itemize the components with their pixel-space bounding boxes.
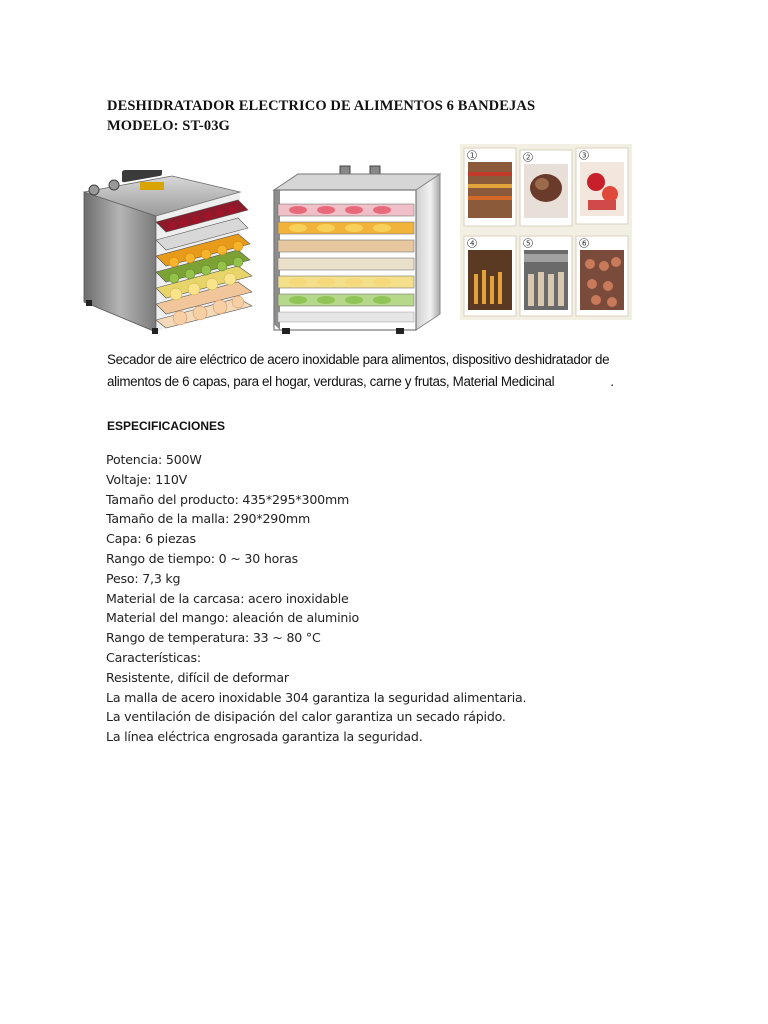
usage-collage-photo [460,144,632,320]
step-label-3: 3 [582,151,587,160]
description-trailing: . [610,374,614,389]
dehydrator-with-fruit-trays-icon [80,170,258,334]
step-label-1: 1 [470,151,475,160]
title-line-2: MODELO: ST-03G [107,118,230,134]
title-line-1: DESHIDRATADOR ELECTRICO DE ALIMENTOS 6 BANDEJAS [107,98,536,114]
feature-ventilation: La ventilación de disipación del calor garantiza un secado rápido. [106,709,506,725]
spec-layers: Capa: 6 piezas [106,531,196,547]
spec-temperature-range: Rango de temperatura: 33 ~ 80 °C [106,630,321,646]
specifications-heading: ESPECIFICACIONES [107,419,226,433]
step-label-5: 5 [526,239,531,248]
spec-product-size: Tamaño del producto: 435*295*300mm [106,491,350,507]
spec-housing-material: Material de la carcasa: acero inoxidable [106,590,349,606]
document-title [107,96,535,136]
dehydrator-open-trays-icon [268,164,446,336]
food-collage-6-steps-icon [460,144,632,320]
features-heading: Características: [106,649,201,665]
feature-durable: Resistente, difícil de deformar [106,669,289,685]
description-line-2: alimentos de 6 capas, para el hogar, verduras, carne y frutas, Material Medicinal [107,374,555,389]
step-label-6: 6 [582,239,587,248]
spec-voltage: Voltaje: 110V [106,471,188,487]
spec-power: Potencia: 500W [106,452,202,467]
dehydrator-front-photo [80,170,258,334]
specifications-list [106,450,526,747]
feature-mesh-safety: La malla de acero inoxidable 304 garantiza la seguridad alimentaria. [106,689,527,705]
dehydrator-side-photo [268,164,446,336]
spec-mesh-size: Tamaño de la malla: 290*290mm [106,511,311,527]
step-label-4: 4 [470,239,475,248]
spec-handle-material: Material del mango: aleación de aluminio [106,610,360,626]
spec-weight: Peso: 7,3 kg [106,570,181,586]
spec-time-range: Rango de tiempo: 0 ~ 30 horas [106,550,298,566]
description-line-1: Secador de aire eléctrico de acero inoxidable para alimentos, dispositivo deshidratador de [107,352,610,367]
product-description [107,349,627,393]
step-label-2: 2 [526,153,531,162]
feature-power-cord: La línea eléctrica engrosada garantiza la seguridad. [106,729,423,745]
